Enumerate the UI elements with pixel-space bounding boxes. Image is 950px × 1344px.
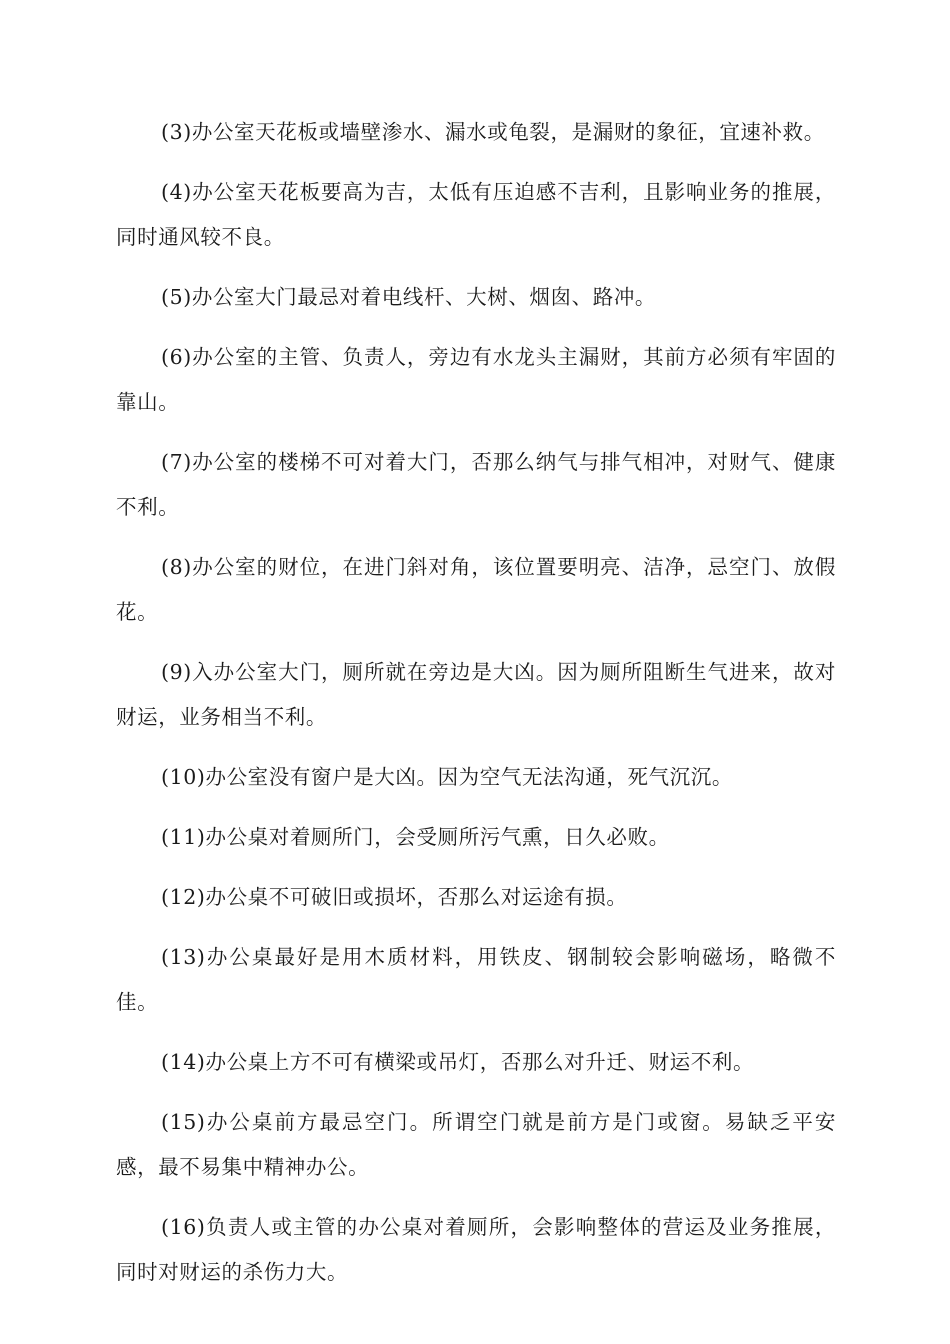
paragraph-13: (13)办公桌最好是用木质材料，用铁皮、钢制较会影响磁场，略微不佳。 — [116, 945, 836, 1014]
paragraph-3: (3)办公室天花板或墙壁渗水、漏水或龟裂，是漏财的象征，宜速补救。 — [161, 120, 825, 144]
paragraph-4: (4)办公室天花板要高为吉，太低有压迫感不吉利，且影响业务的推展，同时通风较不良。 — [116, 180, 836, 249]
paragraph-7: (7)办公室的楼梯不可对着大门，否那么纳气与排气相冲，对财气、健康不利。 — [116, 450, 836, 519]
paragraph-12: (12)办公桌不可破旧或损坏，否那么对运途有损。 — [161, 885, 628, 909]
paragraph-8: (8)办公室的财位，在进门斜对角，该位置要明亮、洁净，忌空门、放假花。 — [116, 555, 836, 624]
paragraph-14: (14)办公桌上方不可有横梁或吊灯，否那么对升迁、财运不利。 — [161, 1050, 755, 1074]
paragraph-6: (6)办公室的主管、负责人，旁边有水龙头主漏财，其前方必须有牢固的靠山。 — [116, 345, 836, 414]
paragraph-9: (9)入办公室大门，厕所就在旁边是大凶。因为厕所阻断生气进来，故对财运，业务相当不利。 — [116, 660, 836, 729]
paragraph-16: (16)负责人或主管的办公桌对着厕所，会影响整体的营运及业务推展，同时对财运的杀伤力大。 — [116, 1215, 836, 1284]
paragraph-10: (10)办公室没有窗户是大凶。因为空气无法沟通，死气沉沉。 — [161, 765, 733, 789]
paragraph-15: (15)办公桌前方最忌空门。所谓空门就是前方是门或窗。易缺乏平安感，最不易集中精神办公。 — [116, 1110, 836, 1179]
document-body — [116, 110, 836, 1310]
paragraph-11: (11)办公桌对着厕所门，会受厕所污气熏，日久必败。 — [161, 825, 670, 849]
paragraph-5: (5)办公室大门最忌对着电线杆、大树、烟囱、路冲。 — [161, 285, 657, 309]
